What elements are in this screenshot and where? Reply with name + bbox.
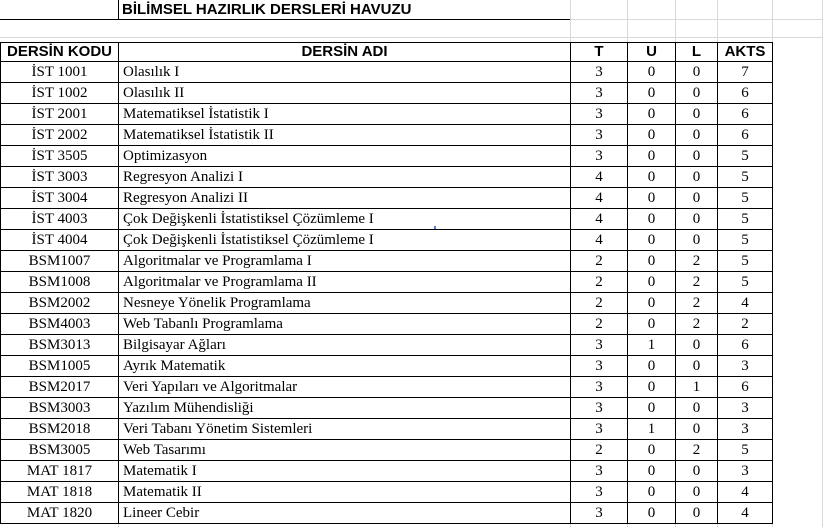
cell-t[interactable]: 3	[571, 461, 628, 482]
cell-u[interactable]: 0	[628, 482, 676, 503]
table-row	[1, 314, 773, 335]
cell-t[interactable]: 3	[571, 503, 628, 524]
cell-u[interactable]: 0	[628, 503, 676, 524]
page-title[interactable]: BİLİMSEL HAZIRLIK DERSLERİ HAVUZU	[122, 1, 412, 18]
cell-akts[interactable]: 5	[718, 272, 773, 293]
header-l[interactable]: L	[676, 43, 718, 62]
cell-akts[interactable]: 6	[718, 377, 773, 398]
table-row	[1, 251, 773, 272]
cell-akts[interactable]: 5	[718, 188, 773, 209]
cell-u[interactable]: 0	[628, 83, 676, 104]
cell-code[interactable]: BSM1007	[1, 251, 119, 272]
cell-t[interactable]: 3	[571, 335, 628, 356]
cell-t[interactable]: 3	[571, 377, 628, 398]
cell-u[interactable]: 0	[628, 167, 676, 188]
cell-l[interactable]: 1	[676, 377, 718, 398]
cell-l[interactable]: 0	[676, 83, 718, 104]
cell-code[interactable]: BSM2017	[1, 377, 119, 398]
cell-code[interactable]: İST 3505	[1, 146, 119, 167]
cell-t[interactable]: 2	[571, 272, 628, 293]
cell-u[interactable]: 1	[628, 335, 676, 356]
cell-name[interactable]: Matematiksel İstatistik I	[119, 104, 571, 125]
cell-akts[interactable]: 5	[718, 146, 773, 167]
cell-u[interactable]: 0	[628, 251, 676, 272]
cell-t[interactable]: 4	[571, 188, 628, 209]
cell-name[interactable]: Yazılım Mühendisliği	[119, 398, 571, 419]
cell-t[interactable]: 3	[571, 419, 628, 440]
cell-u[interactable]: 0	[628, 377, 676, 398]
cell-name[interactable]: Regresyon Analizi I	[119, 167, 571, 188]
cell-u[interactable]: 0	[628, 461, 676, 482]
cell-code[interactable]: BSM2018	[1, 419, 119, 440]
cell-code[interactable]: MAT 1820	[1, 503, 119, 524]
cell-code[interactable]: İST 4003	[1, 209, 119, 230]
cell-name[interactable]: Matematik II	[119, 482, 571, 503]
cell-name[interactable]: Çok Değişkenli İstatistiksel Çözümleme I	[119, 209, 571, 230]
cell-l[interactable]: 0	[676, 503, 718, 524]
cell-l[interactable]: 0	[676, 62, 718, 83]
cell-u[interactable]: 0	[628, 125, 676, 146]
table-row	[1, 209, 773, 230]
cell-akts[interactable]: 4	[718, 293, 773, 314]
header-t[interactable]: T	[571, 43, 628, 62]
cell-name[interactable]: Veri Yapıları ve Algoritmalar	[119, 377, 571, 398]
cell-code[interactable]: BSM2002	[1, 293, 119, 314]
cell-code[interactable]: İST 3003	[1, 167, 119, 188]
table-row	[1, 167, 773, 188]
cell-name[interactable]: Matematiksel İstatistik II	[119, 125, 571, 146]
cell-akts[interactable]: 3	[718, 461, 773, 482]
cell-akts[interactable]: 6	[718, 335, 773, 356]
cell-l[interactable]: 0	[676, 167, 718, 188]
cell-l[interactable]: 0	[676, 398, 718, 419]
cell-t[interactable]: 3	[571, 83, 628, 104]
cell-l[interactable]: 2	[676, 293, 718, 314]
cell-l[interactable]: 0	[676, 419, 718, 440]
header-u[interactable]: U	[628, 43, 676, 62]
title-cell-divider	[118, 0, 119, 19]
cell-akts[interactable]: 7	[718, 62, 773, 83]
cell-t[interactable]: 3	[571, 482, 628, 503]
cell-l[interactable]: 0	[676, 104, 718, 125]
cell-akts[interactable]: 5	[718, 251, 773, 272]
cell-name[interactable]: Bilgisayar Ağları	[119, 335, 571, 356]
cell-t[interactable]: 3	[571, 356, 628, 377]
cell-code[interactable]: BSM1008	[1, 272, 119, 293]
courses-tbody	[1, 62, 773, 524]
cell-u[interactable]: 0	[628, 62, 676, 83]
title-bottom-border	[0, 19, 570, 20]
cell-name[interactable]: Nesneye Yönelik Programlama	[119, 293, 571, 314]
cell-l[interactable]: 0	[676, 209, 718, 230]
cell-l[interactable]: 0	[676, 335, 718, 356]
cell-code[interactable]: İST 4004	[1, 230, 119, 251]
cell-code[interactable]: MAT 1817	[1, 461, 119, 482]
cell-code[interactable]: BSM3005	[1, 440, 119, 461]
table-row	[1, 125, 773, 146]
cell-akts[interactable]: 6	[718, 83, 773, 104]
cell-t[interactable]: 4	[571, 209, 628, 230]
cell-akts[interactable]: 3	[718, 419, 773, 440]
cell-name[interactable]: Web Tasarımı	[119, 440, 571, 461]
cell-t[interactable]: 3	[571, 398, 628, 419]
table-row	[1, 377, 773, 398]
cell-code[interactable]: BSM3003	[1, 398, 119, 419]
title-left-empty-cell[interactable]	[0, 0, 118, 19]
cell-u[interactable]: 0	[628, 356, 676, 377]
table-row	[1, 146, 773, 167]
table-row	[1, 503, 773, 524]
cell-l[interactable]: 2	[676, 251, 718, 272]
cell-akts[interactable]: 5	[718, 230, 773, 251]
cell-code[interactable]: BSM1005	[1, 356, 119, 377]
cell-l[interactable]: 0	[676, 356, 718, 377]
cell-u[interactable]: 0	[628, 104, 676, 125]
stray-blue-mark	[434, 226, 436, 229]
cell-l[interactable]: 0	[676, 230, 718, 251]
cell-code[interactable]: MAT 1818	[1, 482, 119, 503]
cell-l[interactable]: 0	[676, 146, 718, 167]
cell-name[interactable]: Lineer Cebir	[119, 503, 571, 524]
table-row	[1, 335, 773, 356]
cell-t[interactable]: 2	[571, 251, 628, 272]
cell-u[interactable]: 0	[628, 272, 676, 293]
header-row	[1, 43, 773, 62]
cell-l[interactable]: 2	[676, 314, 718, 335]
cell-u[interactable]: 0	[628, 398, 676, 419]
cell-l[interactable]: 0	[676, 125, 718, 146]
table-row	[1, 104, 773, 125]
cell-name[interactable]: Regresyon Analizi II	[119, 188, 571, 209]
table-row	[1, 440, 773, 461]
cell-akts[interactable]: 5	[718, 440, 773, 461]
courses-table	[0, 42, 773, 524]
cell-t[interactable]: 3	[571, 104, 628, 125]
cell-akts[interactable]: 6	[718, 104, 773, 125]
cell-akts[interactable]: 5	[718, 209, 773, 230]
cell-t[interactable]: 2	[571, 440, 628, 461]
cell-l[interactable]: 2	[676, 272, 718, 293]
cell-t[interactable]: 3	[571, 62, 628, 83]
table-row	[1, 482, 773, 503]
table-row	[1, 356, 773, 377]
cell-l[interactable]: 0	[676, 482, 718, 503]
cell-name[interactable]: Algoritmalar ve Programlama I	[119, 251, 571, 272]
cell-t[interactable]: 2	[571, 314, 628, 335]
cell-akts[interactable]: 3	[718, 398, 773, 419]
cell-u[interactable]: 1	[628, 419, 676, 440]
header-akts[interactable]: AKTS	[718, 43, 773, 62]
cell-name[interactable]: Algoritmalar ve Programlama II	[119, 272, 571, 293]
table-row	[1, 272, 773, 293]
cell-code[interactable]: İST 3004	[1, 188, 119, 209]
cell-name[interactable]: Web Tabanlı Programlama	[119, 314, 571, 335]
cell-u[interactable]: 0	[628, 230, 676, 251]
cell-u[interactable]: 0	[628, 314, 676, 335]
header-course-name[interactable]: DERSİN ADI	[119, 43, 571, 62]
cell-name[interactable]: Veri Tabanı Yönetim Sistemleri	[119, 419, 571, 440]
cell-u[interactable]: 0	[628, 209, 676, 230]
cell-code[interactable]: İST 2002	[1, 125, 119, 146]
cell-code[interactable]: İST 1001	[1, 62, 119, 83]
cell-name[interactable]: Olasılık I	[119, 62, 571, 83]
header-course-code[interactable]: DERSİN KODU	[1, 43, 119, 62]
table-row	[1, 398, 773, 419]
cell-akts[interactable]: 4	[718, 482, 773, 503]
cell-akts[interactable]: 3	[718, 356, 773, 377]
cell-code[interactable]: İST 2001	[1, 104, 119, 125]
cell-u[interactable]: 0	[628, 188, 676, 209]
cell-t[interactable]: 2	[571, 293, 628, 314]
cell-t[interactable]: 3	[571, 125, 628, 146]
gridline	[0, 37, 823, 38]
cell-l[interactable]: 0	[676, 461, 718, 482]
cell-u[interactable]: 0	[628, 293, 676, 314]
table-row	[1, 83, 773, 104]
cell-l[interactable]: 2	[676, 440, 718, 461]
cell-t[interactable]: 4	[571, 230, 628, 251]
cell-name[interactable]: Matematik I	[119, 461, 571, 482]
cell-akts[interactable]: 4	[718, 503, 773, 524]
cell-l[interactable]: 0	[676, 188, 718, 209]
cell-u[interactable]: 0	[628, 146, 676, 167]
cell-name[interactable]: Optimizasyon	[119, 146, 571, 167]
cell-akts[interactable]: 2	[718, 314, 773, 335]
cell-u[interactable]: 0	[628, 440, 676, 461]
cell-name[interactable]: Olasılık II	[119, 83, 571, 104]
cell-t[interactable]: 3	[571, 146, 628, 167]
table-row	[1, 419, 773, 440]
table-row	[1, 293, 773, 314]
cell-code[interactable]: BSM3013	[1, 335, 119, 356]
cell-code[interactable]: İST 1002	[1, 83, 119, 104]
table-row	[1, 461, 773, 482]
cell-code[interactable]: BSM4003	[1, 314, 119, 335]
cell-name[interactable]: Çok Değişkenli İstatistiksel Çözümleme I	[119, 230, 571, 251]
table-row	[1, 230, 773, 251]
cell-akts[interactable]: 5	[718, 167, 773, 188]
table-row	[1, 188, 773, 209]
cell-name[interactable]: Ayrık Matematik	[119, 356, 571, 377]
cell-t[interactable]: 4	[571, 167, 628, 188]
gridline	[570, 19, 823, 20]
cell-akts[interactable]: 6	[718, 125, 773, 146]
table-row	[1, 62, 773, 83]
